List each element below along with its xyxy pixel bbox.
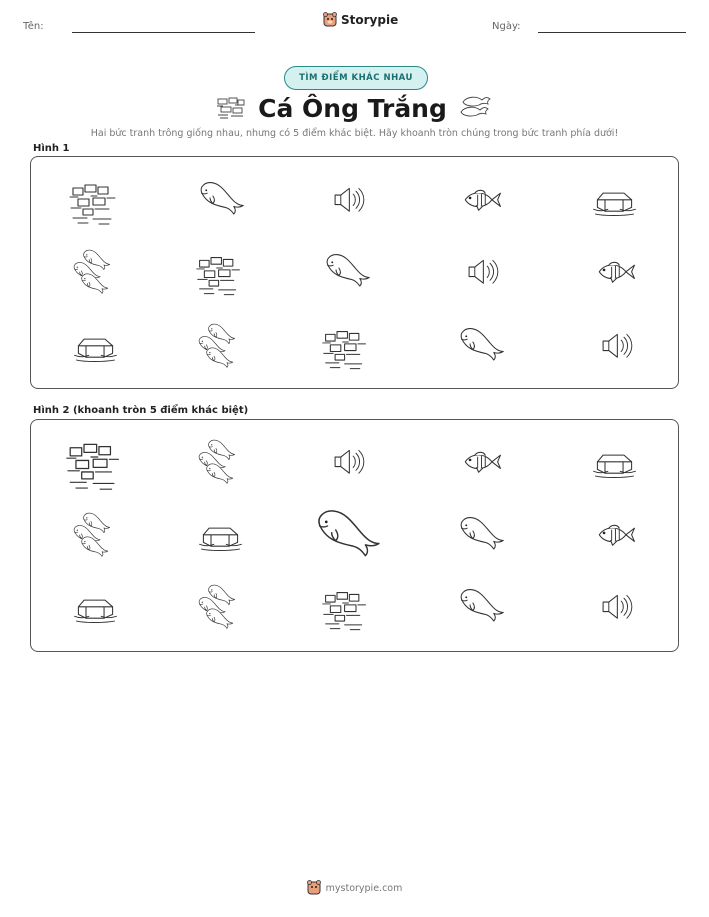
brand-name: Storypie	[341, 13, 399, 27]
speaker-icon[interactable]	[452, 249, 509, 295]
ice-block-icon[interactable]	[67, 584, 124, 630]
date-label: Ngày:	[492, 21, 521, 32]
beluga-pod-icon[interactable]	[192, 323, 249, 369]
beluga-icon[interactable]	[318, 249, 375, 295]
ice-floes-icon[interactable]	[318, 323, 375, 369]
activity-tag: TÌM ĐIỂM KHÁC NHAU	[284, 66, 428, 90]
speaker-icon[interactable]	[586, 584, 643, 630]
ice-block-icon[interactable]	[586, 439, 643, 485]
beluga-pod-icon[interactable]	[67, 512, 124, 558]
bear-logo-icon	[307, 880, 321, 896]
beluga-pod-icon[interactable]	[192, 584, 249, 630]
fish-icon[interactable]	[586, 512, 643, 558]
ice-floes-icon[interactable]	[65, 176, 125, 224]
beluga-icon[interactable]	[192, 177, 249, 223]
ice-floes-icon	[216, 96, 246, 120]
section-1-label: Hình 1	[33, 143, 70, 154]
speaker-icon[interactable]	[586, 323, 643, 369]
bear-logo-icon	[323, 12, 337, 28]
section-2-label: Hình 2 (khoanh tròn 5 điểm khác biệt)	[33, 405, 249, 416]
beluga-icon[interactable]	[452, 323, 509, 369]
fish-icon[interactable]	[452, 439, 509, 485]
beluga-icon[interactable]	[306, 503, 387, 568]
speaker-icon[interactable]	[318, 177, 375, 223]
footer	[0, 880, 709, 896]
ice-block-icon[interactable]	[586, 177, 643, 223]
beluga-pod-icon	[459, 93, 493, 123]
beluga-icon[interactable]	[452, 512, 509, 558]
fish-icon[interactable]	[452, 177, 509, 223]
ice-floes-icon[interactable]	[192, 249, 249, 295]
title-row	[0, 90, 709, 126]
name-label: Tên:	[23, 21, 44, 32]
beluga-icon[interactable]	[452, 584, 509, 630]
name-line[interactable]	[72, 32, 255, 33]
fish-icon[interactable]	[586, 249, 643, 295]
footer-site: mystorypie.com	[325, 882, 403, 894]
page-title: Cá Ông Trắng	[258, 93, 447, 123]
ice-block-icon[interactable]	[192, 512, 249, 558]
beluga-pod-icon[interactable]	[192, 439, 249, 485]
instructions: Hai bức tranh trông giống nhau, nhưng có 5 điểm khác biệt. Hãy khoanh tròn chúng trong bức tranh phía dưới!	[90, 128, 619, 139]
ice-floes-icon[interactable]	[61, 434, 130, 489]
beluga-pod-icon[interactable]	[67, 249, 124, 295]
date-line[interactable]	[538, 32, 686, 33]
brand-logo	[323, 12, 398, 28]
ice-block-icon[interactable]	[67, 323, 124, 369]
speaker-icon[interactable]	[318, 439, 375, 485]
ice-floes-icon[interactable]	[318, 584, 375, 630]
